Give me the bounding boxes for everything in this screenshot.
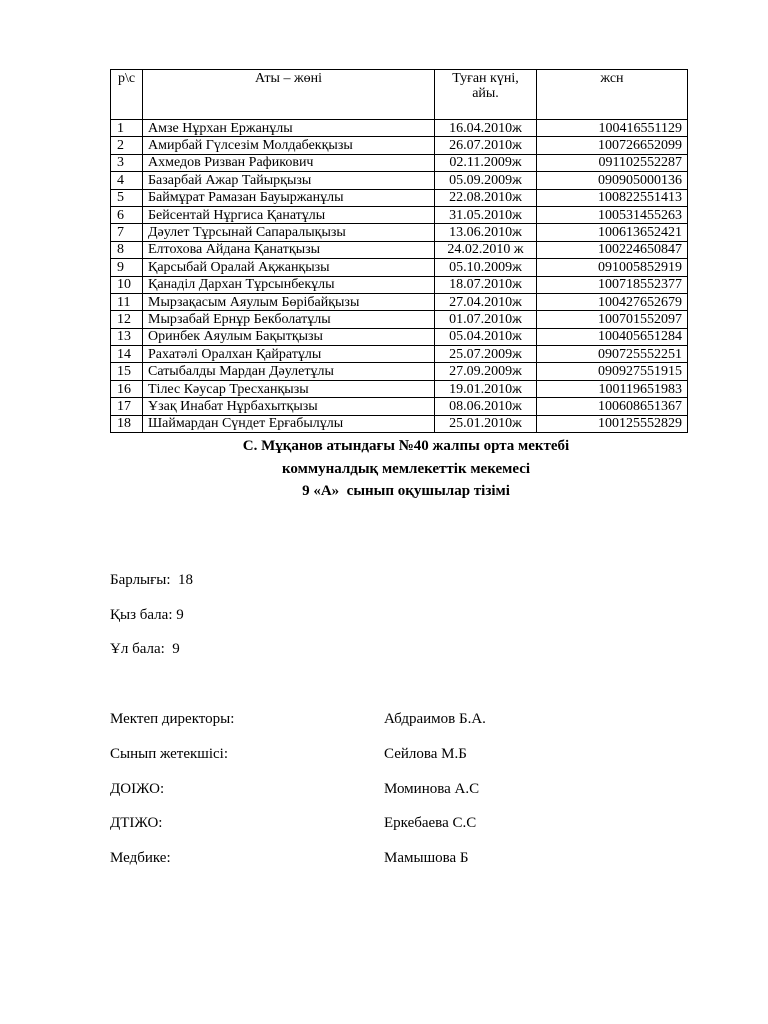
- table-row: [111, 398, 688, 415]
- cell-birth-date: 25.07.2009ж: [435, 346, 537, 363]
- table-row: [111, 311, 688, 328]
- cell-iin: 100822551413: [537, 189, 688, 206]
- table-row: [111, 137, 688, 154]
- caption-class-list-title: 9 «А» сынып оқушылар тізімі: [302, 483, 510, 499]
- cell-iin: 091005852919: [537, 259, 688, 276]
- cell-birth-date: 02.11.2009ж: [435, 154, 537, 171]
- table-row: [111, 241, 688, 258]
- cell-number: 18: [111, 415, 143, 432]
- total-girls: Қыз бала: 9: [110, 606, 184, 623]
- table-body: [111, 120, 688, 433]
- cell-number: 8: [111, 241, 143, 258]
- cell-birth-date: 24.02.2010 ж: [435, 241, 537, 258]
- table-row: [111, 380, 688, 397]
- cell-birth-date: 31.05.2010ж: [435, 206, 537, 223]
- cell-number: 15: [111, 363, 143, 380]
- cell-student-name: Оринбек Аяулым Бақытқызы: [143, 328, 435, 345]
- cell-student-name: Елтохова Айдана Қанатқызы: [143, 241, 435, 258]
- signature-row: [110, 744, 610, 779]
- cell-number: 6: [111, 206, 143, 223]
- header-name: Аты – жөні: [143, 70, 435, 120]
- table-row: [111, 172, 688, 189]
- signature-role: Медбике:: [110, 850, 171, 867]
- cell-iin: 100726652099: [537, 137, 688, 154]
- cell-number: 17: [111, 398, 143, 415]
- signature-name: Еркебаева С.С: [384, 815, 477, 832]
- total-boys: Ұл бала: 9: [110, 641, 180, 657]
- cell-student-name: Ұзақ Инабат Нұрбахытқызы: [143, 398, 435, 415]
- signature-role: ДОІЖО:: [110, 780, 165, 797]
- cell-student-name: Амзе Нұрхан Ержанұлы: [143, 120, 435, 137]
- cell-student-name: Тілес Кәусар Тресханқызы: [143, 380, 435, 397]
- cell-number: 5: [111, 189, 143, 206]
- cell-student-name: Ахмедов Ризван Рафикович: [143, 154, 435, 171]
- cell-student-name: Баймұрат Рамазан Бауыржанұлы: [143, 189, 435, 206]
- cell-student-name: Дәулет Тұрсынай Сапаралықызы: [143, 224, 435, 241]
- cell-number: 4: [111, 172, 143, 189]
- cell-birth-date: 19.01.2010ж: [435, 380, 537, 397]
- cell-iin: 100224650847: [537, 241, 688, 258]
- cell-iin: 090927551915: [537, 363, 688, 380]
- cell-student-name: Шаймардан Сүндет Ерғабылұлы: [143, 415, 435, 432]
- table-row: [111, 328, 688, 345]
- signature-row: [110, 779, 610, 814]
- total-students: Барлығы: 18: [110, 572, 194, 588]
- cell-number: 9: [111, 259, 143, 276]
- cell-birth-date: 18.07.2010ж: [435, 276, 537, 293]
- table-row: [111, 293, 688, 310]
- student-table: [110, 69, 688, 433]
- signature-name: Моминова А.С: [384, 780, 480, 797]
- cell-student-name: Амирбай Гүлсезім Молдабекқызы: [143, 137, 435, 154]
- cell-number: 1: [111, 120, 143, 137]
- table-row: [111, 154, 688, 171]
- cell-iin: 091102552287: [537, 154, 688, 171]
- cell-birth-date: 01.07.2010ж: [435, 311, 537, 328]
- table-row: [111, 206, 688, 223]
- signature-row: [110, 709, 610, 744]
- signature-role: Сынып жетекшісі:: [110, 745, 229, 762]
- cell-birth-date: 27.09.2009ж: [435, 363, 537, 380]
- cell-iin: 100427652679: [537, 293, 688, 310]
- document-caption: [110, 435, 702, 503]
- cell-birth-date: 25.01.2010ж: [435, 415, 537, 432]
- signature-name: Абдраимов Б.А.: [384, 711, 486, 727]
- signature-role: Мектеп директоры:: [110, 711, 235, 727]
- signatures-block: [110, 709, 610, 883]
- cell-iin: 100608651367: [537, 398, 688, 415]
- caption-institution-type: коммуналдық мемлекеттік мекемесі: [281, 460, 531, 477]
- cell-iin: 090725552251: [537, 346, 688, 363]
- cell-iin: 100718552377: [537, 276, 688, 293]
- cell-birth-date: 05.10.2009ж: [435, 259, 537, 276]
- cell-birth-date: 27.04.2010ж: [435, 293, 537, 310]
- cell-student-name: Қарсыбай Оралай Ақжанқызы: [143, 259, 435, 276]
- table-row: [111, 259, 688, 276]
- cell-number: 13: [111, 328, 143, 345]
- cell-birth-date: 22.08.2010ж: [435, 189, 537, 206]
- table-header-row: [111, 70, 688, 120]
- cell-number: 16: [111, 380, 143, 397]
- cell-birth-date: 05.09.2009ж: [435, 172, 537, 189]
- cell-student-name: Бейсентай Нұргиса Қанатұлы: [143, 206, 435, 223]
- cell-iin: 100125552829: [537, 415, 688, 432]
- header-birth-date: Туған күні, айы.: [435, 70, 537, 120]
- cell-student-name: Рахатәлі Оралхан Қайратұлы: [143, 346, 435, 363]
- cell-number: 10: [111, 276, 143, 293]
- caption-school-name: С. Мұқанов атындағы №40 жалпы орта мектебі: [242, 438, 570, 454]
- cell-iin: 100119651983: [537, 380, 688, 397]
- totals-block: [110, 570, 193, 674]
- cell-iin: 100613652421: [537, 224, 688, 241]
- signature-name: Сейлова М.Б: [384, 745, 467, 762]
- cell-birth-date: 05.04.2010ж: [435, 328, 537, 345]
- cell-iin: 090905000136: [537, 172, 688, 189]
- cell-student-name: Мырзабай Ернұр Бекболатұлы: [143, 311, 435, 328]
- table-row: [111, 189, 688, 206]
- cell-student-name: Сатыбалды Мардан Дәулетұлы: [143, 363, 435, 380]
- cell-iin: 100416551129: [537, 120, 688, 137]
- cell-number: 11: [111, 293, 143, 310]
- signature-role: ДТІЖО:: [110, 815, 163, 832]
- header-iin: жсн: [537, 70, 688, 120]
- signature-row: [110, 848, 610, 883]
- cell-iin: 100701552097: [537, 311, 688, 328]
- cell-birth-date: 08.06.2010ж: [435, 398, 537, 415]
- table-row: [111, 415, 688, 432]
- signature-name: Мамышова Б: [384, 850, 469, 867]
- header-number: р\с: [111, 70, 143, 120]
- cell-student-name: Базарбай Ажар Тайырқызы: [143, 172, 435, 189]
- cell-iin: 100405651284: [537, 328, 688, 345]
- table-row: [111, 120, 688, 137]
- cell-birth-date: 13.06.2010ж: [435, 224, 537, 241]
- cell-birth-date: 16.04.2010ж: [435, 120, 537, 137]
- cell-birth-date: 26.07.2010ж: [435, 137, 537, 154]
- cell-number: 2: [111, 137, 143, 154]
- signature-row: [110, 813, 610, 848]
- cell-number: 14: [111, 346, 143, 363]
- table-row: [111, 363, 688, 380]
- cell-student-name: Мырзақасым Аяулым Бөрібайқызы: [143, 293, 435, 310]
- table-row: [111, 224, 688, 241]
- cell-number: 3: [111, 154, 143, 171]
- table-row: [111, 346, 688, 363]
- cell-number: 7: [111, 224, 143, 241]
- cell-number: 12: [111, 311, 143, 328]
- cell-iin: 100531455263: [537, 206, 688, 223]
- table-row: [111, 276, 688, 293]
- cell-student-name: Қанаділ Дархан Тұрсынбекұлы: [143, 276, 435, 293]
